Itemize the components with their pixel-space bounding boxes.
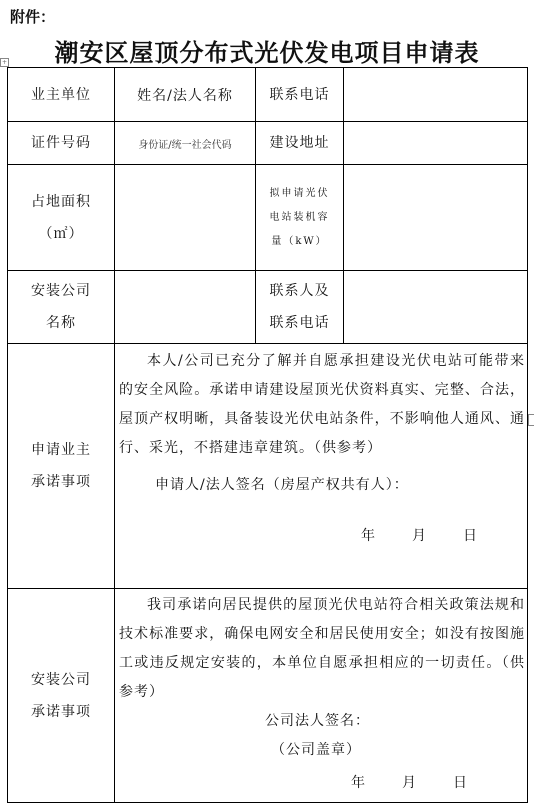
capacity-label-line: 电站装机容 xyxy=(269,211,330,223)
applicant-commitment-text: 本人/公司已充分了解并自愿承担建设光伏电站可能带来的安全风险。承诺申请建设屋顶光伏资料真实、完整、合法，屋顶产权明晰，具备装设光伏电站条件，不影响他人通风、通行、采光，不搭建违章建筑。（供参考） xyxy=(119,353,525,456)
table-row xyxy=(8,165,528,271)
company-commitment-text: 我司承诺向居民提供的屋顶光伏电站符合相关政策法规和技术标准要求，确保电网安全和居民使用安全；如没有按图施工或违反规定安装的，本单位自愿承担相应的一切责任。（供参考） xyxy=(119,597,525,700)
area-unit-label: （㎡） xyxy=(38,225,84,242)
application-form-table xyxy=(7,67,528,803)
phone-field[interactable] xyxy=(344,68,528,122)
company-label-line: 名称 xyxy=(46,315,76,331)
capacity-label-line: 拟申请光伏 xyxy=(269,187,330,199)
contact-label xyxy=(256,271,344,344)
owner-unit-label: 业主单位 xyxy=(8,68,115,122)
company-name-field[interactable] xyxy=(115,271,256,344)
form-title: 潮安区屋顶分布式光伏发电项目申请表 xyxy=(54,38,480,67)
area-label-line: 占地面积 xyxy=(31,193,91,210)
date-month: 月 xyxy=(412,528,427,544)
applicant-commitment-label xyxy=(8,344,115,589)
page-edge-marker xyxy=(528,414,534,426)
date-year: 年 xyxy=(361,528,376,544)
company-commitment-label xyxy=(8,589,115,803)
applicant-label-line: 申请业主 xyxy=(31,442,91,458)
date-day: 日 xyxy=(453,775,468,791)
contact-label-line: 联系电话 xyxy=(269,315,330,331)
contact-field[interactable] xyxy=(344,271,528,344)
table-row xyxy=(8,271,528,344)
capacity-label-line: 量（kW） xyxy=(271,235,328,247)
date-day: 日 xyxy=(463,528,478,544)
table-row xyxy=(8,68,528,122)
applicant-date-line[interactable] xyxy=(115,522,527,551)
attachment-label: 附件： xyxy=(10,8,56,26)
area-label xyxy=(8,165,115,271)
address-field[interactable] xyxy=(344,122,528,165)
id-number-label: 证件号码 xyxy=(8,122,115,165)
company-commitment-cell xyxy=(115,589,528,803)
table-row xyxy=(8,589,528,803)
company-commit-label-line: 安装公司 xyxy=(31,671,91,688)
company-date-line[interactable] xyxy=(115,769,527,798)
company-signature-line[interactable]: 公司法人签名： xyxy=(265,713,370,729)
capacity-field[interactable] xyxy=(344,165,528,271)
applicant-label-line: 承诺事项 xyxy=(31,474,91,490)
capacity-label xyxy=(256,165,344,271)
table-row xyxy=(8,344,528,589)
address-label: 建设地址 xyxy=(256,122,344,165)
phone-label: 联系电话 xyxy=(256,68,344,122)
company-name-label xyxy=(8,271,115,344)
table-move-handle[interactable]: + xyxy=(1,59,8,66)
contact-label-line: 联系人及 xyxy=(269,283,330,299)
date-year: 年 xyxy=(351,775,366,791)
applicant-commitment-cell xyxy=(115,344,528,589)
company-seal-line[interactable]: （公司盖章） xyxy=(271,742,361,758)
owner-name-field[interactable]: 姓名/法人名称 xyxy=(115,68,256,122)
company-commit-label-line: 承诺事项 xyxy=(31,703,91,720)
applicant-signature-line[interactable]: 申请人/法人签名（房屋产权共有人）： xyxy=(155,477,409,493)
id-number-field[interactable]: 身份证/统一社会代码 xyxy=(115,122,256,165)
table-row xyxy=(8,122,528,165)
date-month: 月 xyxy=(402,775,417,791)
company-label-line: 安装公司 xyxy=(31,283,91,299)
area-field[interactable] xyxy=(115,165,256,271)
